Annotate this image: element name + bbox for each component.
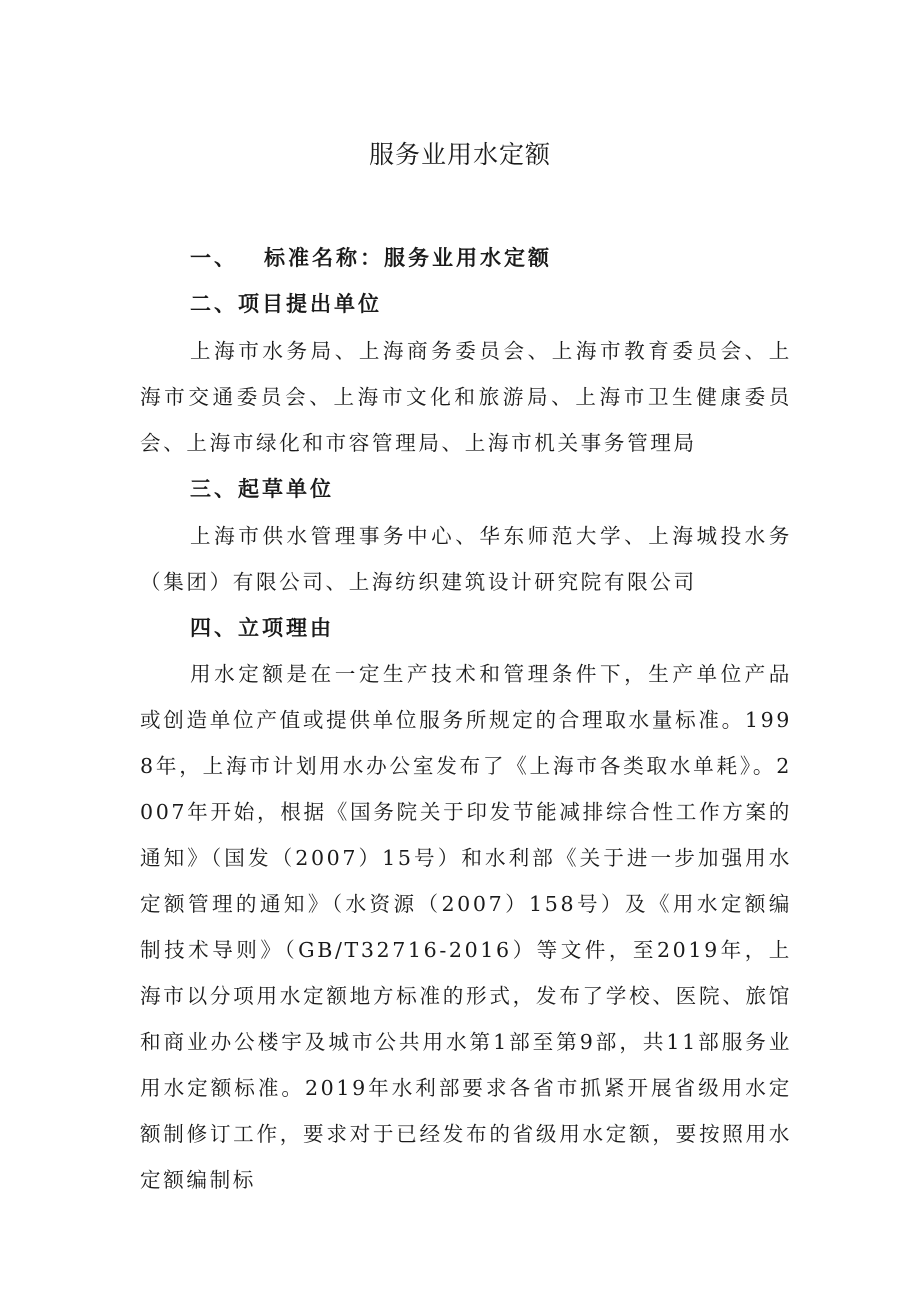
section-3-body: 上海市供水管理事务中心、华东师范大学、上海城投水务（集团）有限公司、上海纺织建筑设计研究院有限公司 — [140, 524, 792, 594]
section-3-number: 三、 — [190, 477, 238, 501]
section-2-number: 二、 — [190, 292, 238, 316]
section-3-heading — [190, 474, 334, 504]
section-4-heading — [190, 613, 334, 643]
section-1-number: 一、 — [190, 246, 238, 270]
section-2-title: 项目提出单位 — [238, 292, 382, 316]
section-1-heading — [190, 243, 552, 273]
section-4-body: 用水定额是在一定生产技术和管理条件下，生产单位产品或创造单位产值或提供单位服务所规定的合理取水量标准。1998年，上海市计划用水办公室发布了《上海市各类取水单耗》。2007年开始，根据《国务院关于印发节能减排综合性工作方案的通知》（国发（2007）15号）和水利部《关于进一步加强用水定额管理的通知》（水资源（2007）158号）及《用水定额编制技术导则》（GB/T32716-2016）等文件，至2019年，上海市以分项用水定额地方标准的形式，发布了学校、医院、旅馆和商业办公楼宇及城市公共用水第1部至第9部，共11部服务业用水定额标准。2019年水利部要求各省市抓紧开展省级用水定额制修订工作，要求对于已经发布的省级用水定额，要按照用水定额编制标 — [140, 662, 792, 1192]
page-title: 服务业用水定额 — [368, 140, 551, 169]
section-4-title: 立项理由 — [238, 616, 334, 640]
section-4-number: 四、 — [190, 616, 238, 640]
section-2-heading — [190, 289, 382, 319]
section-1-title: 标准名称：服务业用水定额 — [264, 246, 552, 270]
section-2-body: 上海市水务局、上海商务委员会、上海市教育委员会、上海市交通委员会、上海市文化和旅游局、上海市卫生健康委员会、上海市绿化和市容管理局、上海市机关事务管理局 — [140, 339, 792, 455]
section-3-title: 起草单位 — [238, 477, 334, 501]
